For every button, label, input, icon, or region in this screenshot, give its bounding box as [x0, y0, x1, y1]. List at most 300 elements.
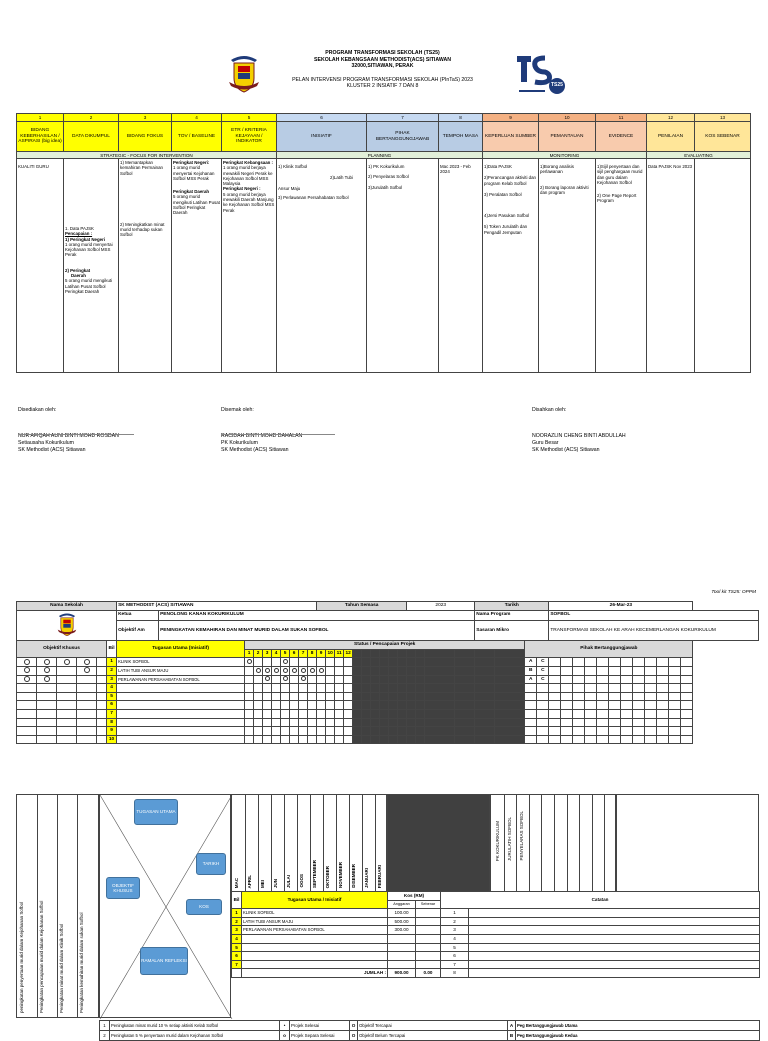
pihak-3: 3)Jurulatih Sofbol [368, 184, 403, 190]
dark-cell [425, 709, 455, 718]
task-bil: 4 [107, 684, 117, 693]
task-row [17, 658, 759, 667]
status-cell [308, 701, 317, 710]
resp-blank [609, 692, 621, 701]
dark-cell [425, 735, 455, 744]
resp-blank [645, 727, 657, 736]
kos-sebenar [416, 917, 441, 926]
dark-cell [416, 658, 425, 667]
task-name [117, 718, 245, 727]
cell-tempoh [439, 159, 483, 373]
resp-blank [657, 701, 669, 710]
fokus-2: 2) Meningkatkan minat murid terhadap sukan Sofbol [120, 221, 165, 238]
objective-mark [17, 684, 37, 693]
task-row [17, 684, 759, 693]
objective-mark [37, 658, 57, 667]
divider [284, 795, 285, 891]
status-cell [272, 675, 281, 684]
resp-blank [609, 666, 621, 675]
resp-blank [549, 684, 561, 693]
status-cell [299, 675, 308, 684]
status-cell [254, 666, 263, 675]
task-row [17, 692, 759, 701]
dark-cell [455, 701, 475, 710]
status-cell [326, 735, 335, 744]
objective-mark [57, 692, 77, 701]
dark-cell [389, 701, 398, 710]
col-number: 5 [222, 114, 277, 122]
heading-bidang-keberhasilan: BIDANG KEBERHASILAN / ASPIRASI (big idea) [17, 122, 64, 152]
status-cell [299, 735, 308, 744]
dark-cell [398, 735, 407, 744]
month-number: 11 [336, 650, 342, 656]
resp-code [525, 735, 537, 744]
resp-blank [621, 692, 633, 701]
phase-evaluating: EVALUATING [647, 152, 751, 159]
resp-blank [549, 675, 561, 684]
cell-bidang-fokus [119, 159, 172, 373]
spacer [97, 701, 107, 710]
kos-task [242, 934, 388, 943]
objective-mark [77, 692, 97, 701]
task-name [117, 692, 245, 701]
status-cell [335, 718, 344, 727]
dark-cell [353, 709, 362, 718]
kos-header: Kos (RM) [388, 892, 441, 901]
status-cell [335, 675, 344, 684]
resp-blank [645, 658, 657, 667]
resp-code [525, 709, 537, 718]
status-cell [317, 709, 326, 718]
status-cell [326, 718, 335, 727]
resp-blank [645, 709, 657, 718]
month-blank [495, 649, 525, 658]
kos-bil: 7 [232, 960, 242, 969]
status-cell [317, 701, 326, 710]
dark-cell [475, 675, 495, 684]
resp-blank [669, 692, 681, 701]
resp-blank [549, 709, 561, 718]
status-cell [254, 684, 263, 693]
resp-code [525, 718, 537, 727]
dark-cell [455, 727, 475, 736]
month-number: 7 [299, 649, 308, 658]
resp-blank [633, 666, 645, 675]
status-cell [254, 718, 263, 727]
oppm-row-ketua [17, 610, 759, 620]
resp-blank [609, 735, 621, 744]
task-bil: 9 [107, 727, 117, 736]
nama-sekolah-label: Nama Sekolah [17, 602, 117, 611]
month-number: 6 [290, 649, 299, 658]
legend-status: Projek Separa Selesai [290, 1031, 350, 1041]
status-cell [245, 692, 254, 701]
month-name: JUN [273, 878, 278, 888]
signature-name: NUR AFIQAH AUNI BINTI MOHD ROSDAN [18, 433, 119, 439]
divider [504, 795, 505, 891]
status-cell [272, 684, 281, 693]
circle-icon [84, 659, 90, 665]
legend-text: Peningkatan minat murid 10 % setiap aktiviti Kelab Sofbol [110, 1021, 280, 1031]
dark-cell [380, 658, 389, 667]
resp-blank [621, 727, 633, 736]
status-cell [245, 701, 254, 710]
status-cell [290, 666, 299, 675]
resp-blank [621, 666, 633, 675]
dark-cell [495, 692, 525, 701]
kos-task [242, 952, 388, 961]
resp-blank [573, 666, 585, 675]
status-cell [290, 658, 299, 667]
phase-row [17, 152, 751, 159]
status-cell [290, 718, 299, 727]
status-cell [317, 666, 326, 675]
resp-blank [573, 727, 585, 736]
heading-inisiatif: INISIATIF [277, 122, 367, 152]
program-label: Nama Program [475, 610, 549, 620]
program-value: SOFBOL [549, 610, 759, 620]
dark-cell [398, 701, 407, 710]
kos-anggaran [388, 952, 416, 961]
status-cell [272, 735, 281, 744]
kos-task: KLINIK SOFBOL [242, 909, 388, 918]
circle-icon [44, 667, 50, 673]
status-cell [263, 658, 272, 667]
resp-blank [645, 684, 657, 693]
month-name: SEPTEMBER [312, 859, 317, 888]
resp-blank [621, 718, 633, 727]
etr-kebangsaan-detail: 1 orang murid berjaya mewakili Negeri Perak ke Kejohanan Sofbol MSS Malaysia [223, 165, 273, 187]
status-cell [272, 718, 281, 727]
legend-code: A [508, 1021, 516, 1031]
resp-blank [549, 727, 561, 736]
peringkat-daerah-2: Daerah [71, 272, 86, 278]
catatan-number: 4 [441, 934, 469, 943]
heading-pemantauan: PEMANTAUAN [539, 122, 596, 152]
status-cell [335, 658, 344, 667]
dark-cell [362, 684, 371, 693]
circle-icon [301, 676, 306, 681]
resp-blank [657, 727, 669, 736]
signature-name: NOORAZLIN CHENG BINTI ABDULLAH [532, 433, 626, 439]
resp-blank [597, 692, 609, 701]
task-bil: 5 [107, 692, 117, 701]
legend-objective-status: Objektif Belum Tercapai [358, 1031, 508, 1041]
resp-blank [621, 684, 633, 693]
resp-blank [561, 701, 573, 710]
inisiatif-2: 2)Latih Tubi [330, 175, 353, 181]
resp-blank [645, 718, 657, 727]
bubble-tarikh: TARIKH [196, 853, 226, 875]
objective-mark [57, 701, 77, 710]
dark-cell [495, 735, 525, 744]
objective-mark [17, 727, 37, 736]
resp-blank [621, 701, 633, 710]
vertical-objective-2: Peningkatan pencapaian murid dalam Kejohanan Sofbol [39, 900, 44, 1013]
oppm-table [16, 601, 759, 744]
status-cell [272, 709, 281, 718]
status-cell [317, 735, 326, 744]
resp-blank [621, 675, 633, 684]
status-cell [326, 692, 335, 701]
resp-blank [561, 735, 573, 744]
status-cell [317, 684, 326, 693]
status-cell [317, 675, 326, 684]
task-row [17, 735, 759, 744]
kos-row [232, 943, 760, 952]
status-cell [245, 735, 254, 744]
dark-cell [425, 666, 455, 675]
signature-checked [221, 407, 302, 454]
pemantauan-1: 1)Borang analisis perlawanan [540, 163, 574, 175]
month-name: JANUARI [364, 867, 369, 888]
status-cell [299, 658, 308, 667]
objective-mark [17, 701, 37, 710]
legend-text: Peningkatan 5 % penyertaan murid dalam Kejohanan Sofbol [110, 1031, 280, 1041]
bubble-objektif: OBJEKTIF KHUSUS [106, 877, 140, 899]
signature-line [18, 434, 134, 435]
divider [362, 795, 363, 891]
objective-mark [77, 709, 97, 718]
resp-blank [549, 692, 561, 701]
cell-data-dikumpul [64, 159, 119, 373]
dark-cell [407, 701, 416, 710]
month-blank [389, 649, 398, 658]
dark-cell [362, 675, 371, 684]
dark-cell [425, 658, 455, 667]
status-cell [263, 709, 272, 718]
status-cell [281, 701, 290, 710]
task-row [17, 701, 759, 710]
dark-cell [353, 684, 362, 693]
dark-cell [362, 658, 371, 667]
status-cell [281, 718, 290, 727]
resp-blank [573, 735, 585, 744]
resp-blank [561, 709, 573, 718]
task-name: KLINIK SOFBOL [117, 658, 245, 667]
month-number: 9 [317, 649, 326, 658]
month-number: 12 [345, 650, 351, 656]
resp-blank [549, 718, 561, 727]
dark-cell [353, 675, 362, 684]
dark-cell [407, 675, 416, 684]
kos-bil: 1 [232, 909, 242, 918]
month-name: DISEMBER [351, 864, 356, 888]
divider [541, 795, 542, 891]
resp-blank [681, 735, 693, 744]
inisiatif-3: 3) Perlawanan Persahabatan Sofbol [278, 194, 349, 200]
signature-school: SK Methodist (ACS) Sitiawan [18, 447, 86, 453]
objective-mark [77, 735, 97, 744]
resp-blank [657, 658, 669, 667]
month-blank [475, 649, 495, 658]
dark-cell [389, 684, 398, 693]
status-cell [344, 666, 353, 675]
objective-mark [37, 666, 57, 675]
responsible-person: PK KOKURIKULUM [495, 820, 500, 861]
resp-blank [633, 675, 645, 684]
resp-blank [585, 727, 597, 736]
spacer [97, 658, 107, 667]
month-blank [371, 649, 380, 658]
dark-cell [362, 709, 371, 718]
status-cell [344, 727, 353, 736]
divider [57, 795, 58, 1017]
task-row [17, 727, 759, 736]
legend-objective-status: Objektif Tercapai [358, 1021, 508, 1031]
dark-cell [495, 718, 525, 727]
resp-blank [561, 718, 573, 727]
resp-code [525, 692, 537, 701]
month-blank [362, 649, 371, 658]
resp-blank [573, 709, 585, 718]
keperluan-5: 5) Token Jurulatih dan Pengadil Jemputan [484, 224, 528, 235]
resp-blank [633, 658, 645, 667]
resp-blank [573, 701, 585, 710]
column-headings-row [17, 122, 751, 152]
status-cell [299, 666, 308, 675]
resp-code: A [525, 658, 537, 667]
resp-blank [669, 675, 681, 684]
inisiatif-1: 1) Klinik Sofbol [278, 163, 308, 169]
heading-data-dikumpul: DATA DIKUMPUL [64, 122, 119, 152]
dark-cell [455, 709, 475, 718]
kos-anggaran [388, 934, 416, 943]
status-cell [245, 666, 254, 675]
dark-cell [353, 666, 362, 675]
circle-icon [44, 659, 50, 665]
sasaran-value: TRANSFORMASI SEKOLAH KE ARAH KECEMERLANGAN KOKURIKULUM [549, 620, 759, 640]
tov-daerah-detail: 5 orang murid mengikuti Latihan Pusat Sofbol Peringkat Daerah [173, 194, 220, 216]
dark-cell [495, 727, 525, 736]
heading-tov-baseline: TOV / BASELINE [172, 122, 222, 152]
dark-cell [371, 735, 380, 744]
status-cell [245, 675, 254, 684]
resp-blank [561, 727, 573, 736]
month-number: 5 [281, 649, 290, 658]
kos-bil: 2 [232, 917, 242, 926]
circle-icon [283, 668, 288, 673]
dark-cell [416, 709, 425, 718]
heading-etr: ETR / KRITERIA KEJAYAAN / INDIKATOR [222, 122, 277, 152]
legend-number: 1 [100, 1021, 110, 1031]
dark-cell [380, 709, 389, 718]
objective-mark [57, 718, 77, 727]
status-cell [326, 727, 335, 736]
month-name: OKTOBER [325, 865, 330, 888]
heading-pihak: PIHAK BERTANGGUNGJAWAB [367, 122, 439, 152]
resp-blank [681, 718, 693, 727]
dark-cell [389, 735, 398, 744]
objective-mark [77, 718, 97, 727]
signature-role: PK Kokurikulum [221, 440, 258, 446]
dark-cell [475, 709, 495, 718]
dark-cell [455, 684, 475, 693]
signature-label: Disediakan oleh: [18, 407, 57, 413]
plan-body-row [17, 159, 751, 373]
task-name [117, 727, 245, 736]
task-name [117, 709, 245, 718]
objective-mark [37, 718, 57, 727]
legend-code: B [508, 1031, 516, 1041]
dark-cell [475, 684, 495, 693]
sasaran-label: Sasaran Mikro [475, 620, 549, 640]
pintas-table [16, 113, 751, 373]
ts25-logo-text: TS25 [551, 82, 563, 88]
status-cell [290, 692, 299, 701]
status-cell [263, 718, 272, 727]
status-cell [263, 666, 272, 675]
status-cell [245, 718, 254, 727]
dark-cell [495, 675, 525, 684]
resp-blank [609, 727, 621, 736]
circle-icon [265, 668, 270, 673]
status-cell [263, 727, 272, 736]
dark-cell [495, 701, 525, 710]
resp-blank [561, 666, 573, 675]
divider [579, 795, 580, 891]
pihak-2: 2) Penyelaras Sofbol [368, 174, 409, 180]
dark-cell [475, 666, 495, 675]
resp-code: A [525, 675, 537, 684]
cell-pihak [367, 159, 439, 373]
catatan-number: 7 [441, 960, 469, 969]
signature-school: SK Methodist (ACS) Sitiawan [221, 447, 289, 453]
nama-sekolah: SK METHODIST (ACS) SITIAWAN [117, 602, 317, 611]
col-number: 10 [539, 114, 596, 122]
kos-row [232, 960, 760, 969]
resp-blank [573, 675, 585, 684]
dark-cell [380, 727, 389, 736]
dark-cell [495, 658, 525, 667]
divider [567, 795, 568, 891]
dark-cell [380, 718, 389, 727]
kos-sebenar [416, 926, 441, 935]
vertical-objective-1: peningkatan penyertaan murid dalam Kejohanan Sofbol [19, 901, 24, 1013]
objective-mark [57, 709, 77, 718]
objective-mark [37, 735, 57, 744]
catatan-label: Catatan [441, 892, 760, 909]
legend-row [100, 1021, 760, 1031]
status-cell [281, 658, 290, 667]
resp-code [537, 735, 549, 744]
dark-cell [380, 735, 389, 744]
resp-blank [585, 709, 597, 718]
status-cell [263, 701, 272, 710]
dark-cell [389, 718, 398, 727]
column-numbers-row [17, 114, 751, 122]
bubble-tugasan: TUGASAN UTAMA [134, 799, 178, 825]
status-cell [245, 727, 254, 736]
kos-sebenar [416, 934, 441, 943]
tahun-label: Tahun Semasa [317, 602, 407, 611]
catatan-cell [469, 926, 760, 935]
dark-cell [416, 735, 425, 744]
resp-blank [657, 684, 669, 693]
kos-sebenar [416, 960, 441, 969]
kos-anggaran [388, 943, 416, 952]
oppm-legend-diagram [99, 794, 231, 1018]
month-number: 2 [254, 649, 263, 658]
resp-blank [609, 658, 621, 667]
task-bil: 8 [107, 718, 117, 727]
dark-cell [398, 684, 407, 693]
month-blank [416, 649, 425, 658]
kos-bil: 3 [232, 926, 242, 935]
kos-sebenar [416, 943, 441, 952]
month-number: 3 [263, 649, 272, 658]
resp-blank [561, 658, 573, 667]
